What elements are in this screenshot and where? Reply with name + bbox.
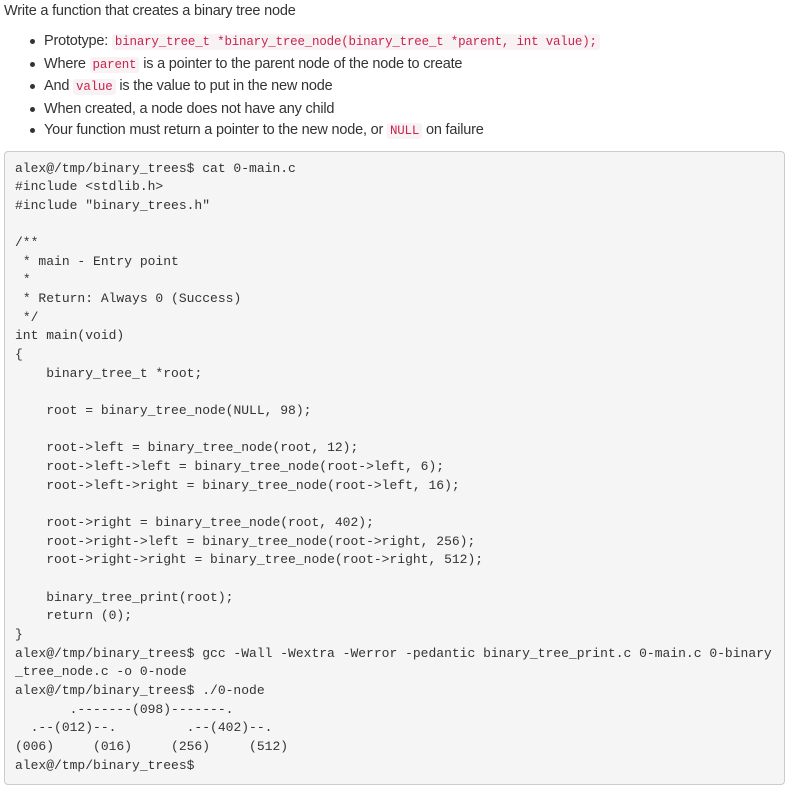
- value-code: value: [73, 79, 116, 95]
- terminal-code-block: alex@/tmp/binary_trees$ cat 0-main.c #include <stdlib.h> #include "binary_trees.h" /** * main - Entry point * * Return: Always 0 (Success) */ int main(void) { binary_tree_t *root; root = binary_tree_node(NULL, 98); root->left = binary_tree_node(root, 12); root->left->left = binary_tree_node(root->left, 6); root->left->right = binary_tree_node(root->left, 16); root->right = binary_tree_node(root, 402); root->right->left = binary_tree_node(root->right, 256); root->right->right = binary_tree_node(root->right, 512); binary_tree_print(root); return (0); } alex@/tmp/binary_trees$ gcc -Wall -Wextra -Werror -pedantic binary_tree_print.c 0-main.c 0-binary_tree_node.c -o 0-node alex@/tmp/binary_trees$ ./0-node .-------(098)-------. .--(012)--. .--(402)--. (006) (016) (256) (512) alex@/tmp/binary_trees$: [4, 151, 785, 786]
- task-intro: Write a function that creates a binary tree node: [4, 3, 296, 19]
- parent-code: parent: [90, 57, 140, 73]
- requirement-text: is the value to put in the new node: [115, 78, 333, 94]
- requirement-text: Your function must return a pointer to the new node, or: [44, 122, 387, 138]
- null-code: NULL: [387, 123, 422, 139]
- requirement-return: [44, 120, 787, 143]
- requirement-prototype: [44, 31, 787, 54]
- requirement-text: And: [44, 78, 74, 94]
- requirement-text: Prototype:: [44, 33, 112, 49]
- requirement-text: Where: [44, 55, 90, 72]
- requirements-list: [4, 31, 787, 143]
- requirement-no-child: [44, 99, 787, 121]
- requirement-value: [44, 76, 787, 99]
- requirement-text: When created, a node does not have any child: [44, 100, 335, 117]
- prototype-code: binary_tree_t *binary_tree_node(binary_tree_t *parent, int value);: [112, 34, 600, 50]
- requirement-text: on failure: [422, 122, 484, 138]
- requirement-parent: [44, 54, 787, 77]
- requirement-text: is a pointer to the parent node of the node to create: [139, 55, 463, 72]
